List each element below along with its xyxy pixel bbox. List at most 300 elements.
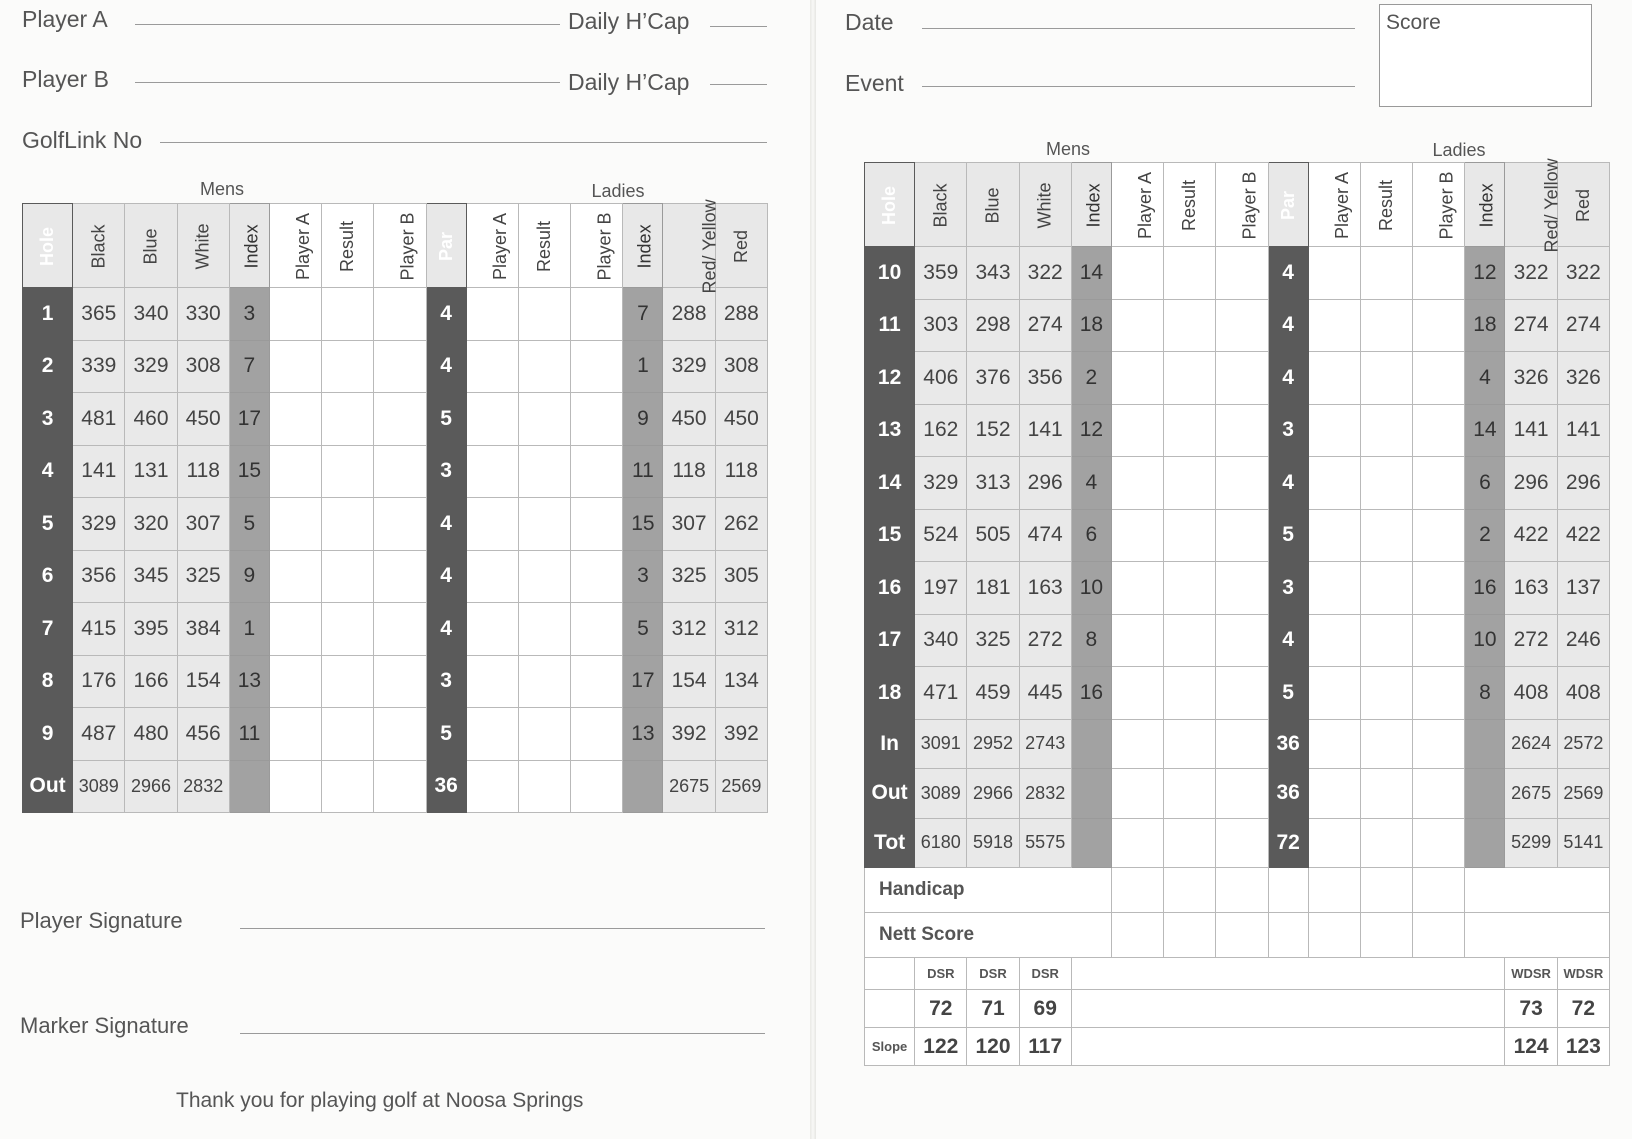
hole-row — [23, 498, 768, 551]
daily-hcap-b-line[interactable] — [710, 84, 767, 85]
score-cell-result-a[interactable] — [322, 550, 374, 603]
header-player-b — [1216, 163, 1268, 247]
score-cell-ladies-player-a[interactable] — [466, 498, 518, 551]
score-cell-ladies-player-b[interactable] — [571, 393, 623, 446]
cell-white: 118 — [177, 445, 229, 498]
cell-white: 2832 — [177, 760, 229, 813]
score-cell-ladies-player-b[interactable] — [571, 655, 623, 708]
score-cell-ladies-player-a[interactable] — [1308, 667, 1360, 720]
header-red-yellow — [1505, 157, 1563, 252]
score-cell-result-a[interactable] — [1164, 352, 1216, 405]
cell-black: 481 — [73, 393, 125, 446]
cell-black: 3091 — [915, 719, 967, 769]
score-cell-player-a[interactable] — [1111, 299, 1163, 352]
ladies-wdsr-value: 73 — [1505, 990, 1557, 1028]
cell-mens-index — [1071, 769, 1111, 819]
blank-cell — [1071, 1028, 1505, 1066]
header-label: Player B — [1436, 170, 1457, 239]
score-cell-player-a[interactable] — [1111, 247, 1163, 300]
score-cell-ladies-player-b[interactable] — [571, 550, 623, 603]
score-cell-player-a[interactable] — [269, 603, 321, 656]
blank-cell — [1071, 958, 1505, 990]
score-cell-par[interactable] — [1268, 913, 1308, 958]
score-cell-player-b[interactable] — [1216, 562, 1268, 615]
cell-red-yellow: 5299 — [1505, 818, 1557, 868]
score-cell-player-a[interactable] — [1111, 352, 1163, 405]
cell-white: 296 — [1019, 457, 1071, 510]
cell-mens-index: 12 — [1071, 404, 1111, 457]
score-cell-ladies-result[interactable] — [518, 760, 570, 813]
header-label: Player A — [489, 212, 510, 280]
left-page — [0, 0, 810, 1139]
cell-white: 322 — [1019, 247, 1071, 300]
cell-red-yellow: 274 — [1505, 299, 1557, 352]
score-cell-player-a[interactable] — [269, 708, 321, 761]
score-cell-ladies-player-a[interactable] — [1308, 509, 1360, 562]
score-cell-result-a[interactable] — [322, 445, 374, 498]
score-cell-player-b[interactable] — [1216, 404, 1268, 457]
score-cell-ladies-result[interactable] — [1360, 457, 1412, 510]
score-cell-ladies-player-b[interactable] — [1413, 818, 1465, 868]
cell-blue: 2966 — [125, 760, 177, 813]
cell-mens-index: 5 — [229, 498, 269, 551]
cell-hole: 2 — [23, 340, 73, 393]
hole-row — [865, 247, 1610, 300]
score-cell-player-a[interactable] — [1111, 509, 1163, 562]
total-row — [865, 769, 1610, 819]
cell-black: 356 — [73, 550, 125, 603]
total-row — [865, 818, 1610, 868]
score-cell-player-b[interactable] — [374, 550, 426, 603]
player-signature-line[interactable] — [240, 928, 765, 929]
cell-black: 524 — [915, 509, 967, 562]
score-cell-ladies-player-b[interactable] — [571, 445, 623, 498]
score-cell-ladies-result[interactable] — [1360, 614, 1412, 667]
score-cell-ladies-result[interactable] — [518, 655, 570, 708]
score-cell-player-b[interactable] — [374, 760, 426, 813]
score-cell-ladies-player-a[interactable] — [1308, 913, 1360, 958]
blank-cell — [865, 990, 915, 1028]
header-ladies-result — [1360, 163, 1412, 247]
cell-white: 2832 — [1019, 769, 1071, 819]
cell-blue: 480 — [125, 708, 177, 761]
ladies-wdsr-value: 72 — [1557, 990, 1609, 1028]
score-cell-ladies-player-b[interactable] — [1413, 614, 1465, 667]
score-cell-player-a[interactable] — [269, 288, 321, 341]
score-cell-ladies-player-b[interactable] — [1413, 868, 1465, 913]
cell-blue: 152 — [967, 404, 1019, 457]
score-cell-ladies-player-a[interactable] — [1308, 299, 1360, 352]
score-cell-ladies-player-a[interactable] — [1308, 614, 1360, 667]
cell-mens-index: 13 — [229, 655, 269, 708]
cell-red: 5141 — [1557, 818, 1609, 868]
mens-group-label: Mens — [199, 179, 244, 199]
cell-red-yellow: 326 — [1505, 352, 1557, 405]
score-cell-ladies-player-b[interactable] — [1413, 667, 1465, 720]
cell-ladies-index — [1465, 719, 1505, 769]
cell-red: 288 — [715, 288, 767, 341]
score-cell-ladies-player-a[interactable] — [1308, 562, 1360, 615]
score-cell-player-a[interactable] — [1111, 719, 1163, 769]
score-cell-player-a[interactable] — [1111, 667, 1163, 720]
cell-ladies-index: 17 — [623, 655, 663, 708]
score-cell-ladies-player-b[interactable] — [1413, 913, 1465, 958]
score-cell-result-a[interactable] — [322, 498, 374, 551]
score-cell-ladies-player-b[interactable] — [571, 760, 623, 813]
event-label: Event — [845, 70, 904, 96]
header-label: Result — [337, 220, 358, 272]
score-cell-ladies-result[interactable] — [518, 708, 570, 761]
score-cell-player-a[interactable] — [1111, 818, 1163, 868]
cell-mens-index: 16 — [1071, 667, 1111, 720]
cell-par: 3 — [426, 445, 466, 498]
cell-red: 312 — [715, 603, 767, 656]
score-cell-ladies-player-a[interactable] — [1308, 404, 1360, 457]
player-signature-label: Player Signature — [20, 908, 183, 933]
score-cell-result-a[interactable] — [322, 760, 374, 813]
score-cell-ladies-player-a[interactable] — [466, 445, 518, 498]
score-cell-ladies-player-b[interactable] — [571, 498, 623, 551]
score-cell-player-b[interactable] — [1216, 719, 1268, 769]
score-cell-ladies-result[interactable] — [518, 340, 570, 393]
score-cell-ladies-player-b[interactable] — [571, 708, 623, 761]
score-cell-ladies-result[interactable] — [518, 393, 570, 446]
total-row — [865, 719, 1610, 769]
cell-red: 2569 — [715, 760, 767, 813]
hole-row — [865, 404, 1610, 457]
score-cell-ladies-player-a[interactable] — [1308, 769, 1360, 819]
cell-red: 134 — [715, 655, 767, 708]
score-cell-ladies-player-a[interactable] — [1308, 247, 1360, 300]
header-ladies-player-a — [1308, 163, 1360, 247]
date-line[interactable] — [922, 28, 1355, 29]
cell-blue: 505 — [967, 509, 1019, 562]
cell-red: 262 — [715, 498, 767, 551]
header-red-yellow — [663, 198, 721, 293]
cell-black: 329 — [73, 498, 125, 551]
cell-mens-index: 7 — [229, 340, 269, 393]
score-cell-result-a[interactable] — [1164, 719, 1216, 769]
cell-mens-index — [229, 760, 269, 813]
score-cell-ladies-player-b[interactable] — [571, 340, 623, 393]
cell-white: 384 — [177, 603, 229, 656]
header-white — [177, 204, 229, 288]
score-cell-player-b[interactable] — [1216, 667, 1268, 720]
header-label: Result — [1376, 179, 1397, 231]
cell-white: 325 — [177, 550, 229, 603]
cell-par: 3 — [1268, 404, 1308, 457]
score-cell-player-b[interactable] — [374, 340, 426, 393]
score-cell-player-b[interactable] — [374, 655, 426, 708]
score-cell-ladies-result[interactable] — [1360, 562, 1412, 615]
score-cell-player-a[interactable] — [269, 340, 321, 393]
score-cell-ladies-result[interactable] — [1360, 818, 1412, 868]
score-cell-ladies-player-a[interactable] — [466, 288, 518, 341]
score-cell-result-a[interactable] — [1164, 457, 1216, 510]
hole-row — [23, 655, 768, 708]
cell-white: 5575 — [1019, 818, 1071, 868]
cell-black: 162 — [915, 404, 967, 457]
score-cell-player-a[interactable] — [1111, 913, 1163, 958]
event-line[interactable] — [922, 86, 1355, 87]
hole-row — [23, 340, 768, 393]
score-cell-player-a[interactable] — [269, 445, 321, 498]
score-cell-ladies-player-a[interactable] — [1308, 719, 1360, 769]
score-cell-result-a[interactable] — [1164, 247, 1216, 300]
cell-blue: 343 — [967, 247, 1019, 300]
score-cell-player-a[interactable] — [1111, 614, 1163, 667]
score-cell-ladies-player-a[interactable] — [466, 393, 518, 446]
score-cell-ladies-result[interactable] — [518, 445, 570, 498]
score-cell-player-a[interactable] — [1111, 404, 1163, 457]
score-cell-result-a[interactable] — [322, 603, 374, 656]
header-label: Black — [88, 223, 109, 268]
cell-black: 3089 — [73, 760, 125, 813]
score-cell-result-a[interactable] — [1164, 562, 1216, 615]
score-cell-ladies-player-a[interactable] — [466, 655, 518, 708]
header-label: Hole — [879, 185, 900, 225]
cell-hole: 15 — [865, 509, 915, 562]
header-label: White — [192, 222, 213, 269]
cell-par: 4 — [426, 288, 466, 341]
cell-white: 456 — [177, 708, 229, 761]
handicap-row-label: Handicap — [865, 868, 1112, 913]
score-cell-result-a[interactable] — [322, 393, 374, 446]
cell-white: 474 — [1019, 509, 1071, 562]
score-cell-player-b[interactable] — [374, 393, 426, 446]
cell-hole: 10 — [865, 247, 915, 300]
cell-black: 339 — [73, 340, 125, 393]
score-cell-player-a[interactable] — [269, 550, 321, 603]
score-cell-player-a[interactable] — [1111, 769, 1163, 819]
score-cell-result-a[interactable] — [322, 655, 374, 708]
cell-white: 308 — [177, 340, 229, 393]
score-cell-ladies-result[interactable] — [518, 603, 570, 656]
score-cell-player-a[interactable] — [269, 655, 321, 708]
cell-red-yellow: 325 — [663, 550, 715, 603]
header-label: Red — [730, 229, 751, 263]
score-cell-player-b[interactable] — [1216, 352, 1268, 405]
cell-red: 246 — [1557, 614, 1609, 667]
header-ladies-index — [623, 204, 663, 288]
header-label: Player A — [293, 212, 314, 280]
player-b-line[interactable] — [135, 82, 560, 83]
score-cell-result-a[interactable] — [1164, 769, 1216, 819]
score-cell-player-a[interactable] — [269, 760, 321, 813]
cell-par: 36 — [1268, 769, 1308, 819]
score-cell-ladies-player-b[interactable] — [571, 288, 623, 341]
score-cell-player-b[interactable] — [1216, 913, 1268, 958]
score-cell-result-a[interactable] — [322, 340, 374, 393]
hole-row — [865, 457, 1610, 510]
score-cell-result-a[interactable] — [1164, 509, 1216, 562]
score-cell-ladies-player-b[interactable] — [1413, 352, 1465, 405]
cell-mens-index: 2 — [1071, 352, 1111, 405]
score-cell-ladies-result[interactable] — [1360, 868, 1412, 913]
hole-row — [23, 708, 768, 761]
score-cell-player-b[interactable] — [1216, 818, 1268, 868]
score-cell-player-a[interactable] — [1111, 868, 1163, 913]
score-cell-ladies-player-a[interactable] — [466, 603, 518, 656]
cell-par: 4 — [426, 603, 466, 656]
score-cell-ladies-player-b[interactable] — [1413, 299, 1465, 352]
cell-hole: Tot — [865, 818, 915, 868]
header-red — [715, 204, 767, 288]
score-cell-ladies-player-b[interactable] — [1413, 247, 1465, 300]
score-cell-player-b[interactable] — [1216, 769, 1268, 819]
cell-white: 450 — [177, 393, 229, 446]
score-cell-ladies-player-b[interactable] — [1413, 719, 1465, 769]
score-cell-ladies-player-a[interactable] — [1308, 818, 1360, 868]
cell-par: 5 — [1268, 667, 1308, 720]
header-label: Blue — [140, 227, 161, 264]
daily-hcap-b-label: Daily H’Cap — [568, 69, 690, 95]
score-cell-ladies-player-b[interactable] — [1413, 457, 1465, 510]
header-blue — [125, 204, 177, 288]
score-cell-result-a[interactable] — [322, 288, 374, 341]
header-player-b — [374, 204, 426, 288]
score-cell-ladies-player-a[interactable] — [466, 550, 518, 603]
cell-red-yellow: 392 — [663, 708, 715, 761]
score-cell-ladies-result[interactable] — [1360, 769, 1412, 819]
score-cell-ladies-result[interactable] — [1360, 299, 1412, 352]
score-cell-ladies-player-a[interactable] — [1308, 868, 1360, 913]
score-cell-player-b[interactable] — [1216, 457, 1268, 510]
score-cell-result-a[interactable] — [1164, 818, 1216, 868]
score-cell-ladies-result[interactable] — [1360, 667, 1412, 720]
score-cell-ladies-player-a[interactable] — [1308, 352, 1360, 405]
score-cell-ladies-result[interactable] — [1360, 404, 1412, 457]
header-label: Player A — [1331, 171, 1352, 239]
cell-red-yellow: 2675 — [663, 760, 715, 813]
cell-mens-index: 6 — [1071, 509, 1111, 562]
score-cell-ladies-player-a[interactable] — [466, 340, 518, 393]
score-cell-player-b[interactable] — [1216, 299, 1268, 352]
score-cell-player-b[interactable] — [374, 498, 426, 551]
score-cell-player-b[interactable] — [374, 708, 426, 761]
score-cell-ladies-result[interactable] — [1360, 913, 1412, 958]
score-cell-result-a[interactable] — [1164, 667, 1216, 720]
cell-blue: 459 — [967, 667, 1019, 720]
score-cell-player-b[interactable] — [1216, 509, 1268, 562]
score-cell-result-a[interactable] — [1164, 868, 1216, 913]
header-ladies-player-b — [1413, 163, 1465, 247]
cell-red-yellow: 141 — [1505, 404, 1557, 457]
mens-group-label-right: Mens — [1045, 139, 1090, 159]
cell-blue: 460 — [125, 393, 177, 446]
score-cell-player-a[interactable] — [269, 393, 321, 446]
golflink-line[interactable] — [160, 142, 767, 143]
cell-ladies-index: 9 — [623, 393, 663, 446]
cell-hole: 16 — [865, 562, 915, 615]
cell-hole: 5 — [23, 498, 73, 551]
golflink-label: GolfLink No — [22, 127, 143, 153]
score-cell-result-a[interactable] — [1164, 299, 1216, 352]
score-cell-result-a[interactable] — [1164, 913, 1216, 958]
score-cell-ladies-player-b[interactable] — [1413, 404, 1465, 457]
nett-score-row — [865, 913, 1610, 958]
score-cell-par[interactable] — [1268, 868, 1308, 913]
score-cell-ladies-result[interactable] — [1360, 719, 1412, 769]
header-black — [73, 204, 125, 288]
cell-ladies-index: 11 — [623, 445, 663, 498]
player-a-line[interactable] — [135, 24, 560, 25]
header-ladies-player-b — [571, 204, 623, 288]
cell-mens-index: 15 — [229, 445, 269, 498]
cell-par: 5 — [426, 393, 466, 446]
score-cell-player-b[interactable] — [374, 445, 426, 498]
cell-blue: 5918 — [967, 818, 1019, 868]
cell-red: 141 — [1557, 404, 1609, 457]
header-result-a — [322, 204, 374, 288]
marker-signature-line[interactable] — [240, 1033, 765, 1034]
cell-hole: 3 — [23, 393, 73, 446]
header-ladies-index — [1465, 163, 1505, 247]
cell-black: 471 — [915, 667, 967, 720]
score-cell-player-b[interactable] — [374, 288, 426, 341]
cell-red-yellow: 163 — [1505, 562, 1557, 615]
score-cell-player-b[interactable] — [374, 603, 426, 656]
score-cell-result-a[interactable] — [1164, 404, 1216, 457]
score-cell-ladies-player-b[interactable] — [1413, 769, 1465, 819]
cell-black: 340 — [915, 614, 967, 667]
hole-row — [865, 509, 1610, 562]
score-cell-ladies-player-a[interactable] — [466, 708, 518, 761]
mens-slope-value: 117 — [1019, 1028, 1071, 1066]
cell-red-yellow: 312 — [663, 603, 715, 656]
score-cell-ladies-player-b[interactable] — [571, 603, 623, 656]
thank-you-footer: Thank you for playing golf at Noosa Springs — [176, 1089, 584, 1112]
score-cell-ladies-result[interactable] — [518, 498, 570, 551]
score-cell-player-b[interactable] — [1216, 868, 1268, 913]
score-cell-ladies-player-b[interactable] — [1413, 562, 1465, 615]
daily-hcap-a-line[interactable] — [710, 26, 767, 27]
score-cell-ladies-player-a[interactable] — [1308, 457, 1360, 510]
hole-row — [23, 760, 768, 813]
hole-row — [865, 562, 1610, 615]
cell-red: 408 — [1557, 667, 1609, 720]
cell-mens-index: 1 — [229, 603, 269, 656]
score-cell-result-a[interactable] — [1164, 614, 1216, 667]
cell-mens-index: 3 — [229, 288, 269, 341]
score-cell-ladies-player-b[interactable] — [1413, 509, 1465, 562]
score-cell-player-a[interactable] — [269, 498, 321, 551]
score-cell-result-a[interactable] — [322, 708, 374, 761]
score-cell-ladies-result[interactable] — [518, 550, 570, 603]
score-cell-player-b[interactable] — [1216, 247, 1268, 300]
score-box[interactable] — [1379, 4, 1592, 107]
score-cell-ladies-player-a[interactable] — [466, 760, 518, 813]
cell-blue: 313 — [967, 457, 1019, 510]
score-cell-ladies-result[interactable] — [1360, 352, 1412, 405]
score-cell-player-a[interactable] — [1111, 562, 1163, 615]
slope-label: Slope — [865, 1028, 915, 1066]
cell-red-yellow: 450 — [663, 393, 715, 446]
score-cell-player-a[interactable] — [1111, 457, 1163, 510]
cell-red-yellow: 422 — [1505, 509, 1557, 562]
score-cell-ladies-result[interactable] — [1360, 247, 1412, 300]
cell-white: 272 — [1019, 614, 1071, 667]
header-ladies-result — [518, 204, 570, 288]
score-cell-player-b[interactable] — [1216, 614, 1268, 667]
cell-red: 274 — [1557, 299, 1609, 352]
score-cell-ladies-result[interactable] — [518, 288, 570, 341]
cell-ladies-index: 3 — [623, 550, 663, 603]
cell-black: 197 — [915, 562, 967, 615]
ladies-slope-value: 124 — [1505, 1028, 1557, 1066]
score-cell-ladies-result[interactable] — [1360, 509, 1412, 562]
cell-white: 330 — [177, 288, 229, 341]
